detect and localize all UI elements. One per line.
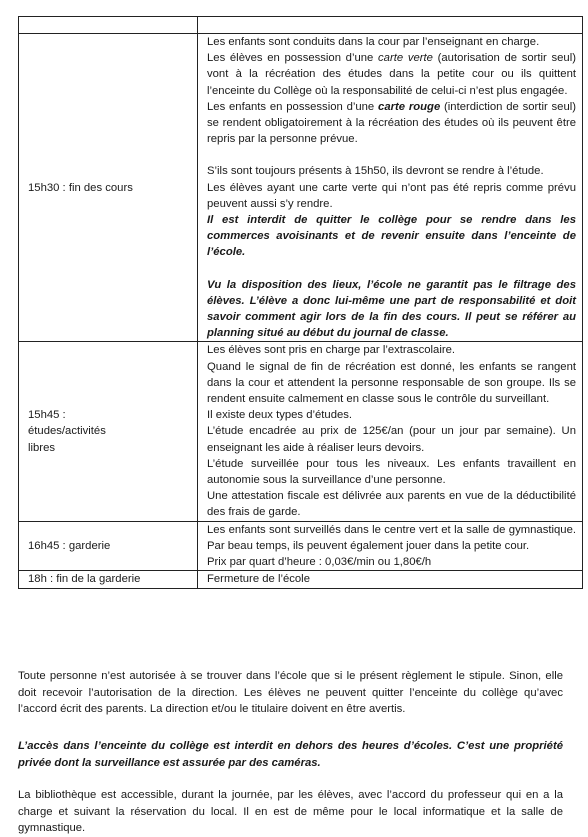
access-rules-paragraph	[18, 668, 563, 718]
text-segment: Les enfants en possession d’une	[207, 100, 379, 113]
table-row	[19, 34, 583, 342]
description-cell	[198, 342, 583, 521]
cell-paragraph	[207, 50, 576, 99]
time-cell: 15h45 : études/activités libres	[19, 342, 198, 521]
description-cell	[198, 521, 583, 571]
table-row	[19, 521, 583, 571]
header-cell-desc	[198, 17, 583, 34]
header-row	[19, 17, 583, 34]
description-cell	[198, 571, 583, 588]
cell-paragraph	[207, 359, 576, 408]
emphasis-segment: Il est interdit de quitter le collège pour se rendre dans les commerces avoisinants et de revenir ensuite dans l’enceinte de l’école.	[207, 214, 576, 259]
text-segment: L’étude encadrée au prix de 125€/an (pour un jour par semaine). Un enseignant les aide à réaliser leurs devoirs.	[207, 425, 576, 454]
time-cell: 16h45 : garderie	[19, 521, 198, 571]
text-segment: S’ils sont toujours présents à 15h50, ils devront se rendre à l’étude.	[207, 165, 544, 178]
text-segment: Les élèves ayant une carte verte qui n’ont pas été repris comme prévu peuvent aussi s’y rendre.	[207, 181, 576, 210]
header-cell-time	[19, 17, 198, 34]
cell-paragraph	[207, 456, 576, 488]
text-segment: (interdiction de sortir seul) se rendent obligatoirement à la récréation des études où ils peuvent être repris par la personne prévue.	[207, 100, 576, 146]
text-segment: Une attestation fiscale est délivrée aux parents en vue de la déductibilité des frais de garde.	[207, 490, 576, 519]
cell-paragraph	[207, 163, 576, 179]
cell-paragraph	[207, 212, 576, 261]
cell-paragraph	[207, 99, 576, 148]
text-segment: L’étude surveillée pour tous les niveaux. Les enfants travaillent en autonomie sous la surveillance d’une personne.	[207, 457, 576, 487]
text-segment: Prix par quart d’heure : 0,03€/min ou 1,80€/h	[207, 556, 432, 569]
text-segment: (autorisation de sortir seul) vont à la récréation des études dans la petite cour ou ils quittent l’enceinte du Collège où la responsabilité de celui-ci n’est plus engagée.	[207, 52, 576, 97]
text-segment: Les élèves en possession d’une	[207, 52, 379, 65]
cell-paragraph	[207, 554, 576, 570]
text-segment: Les élèves sont pris en charge par l’extrascolaire.	[207, 344, 456, 357]
cell-paragraph	[207, 34, 576, 50]
cell-paragraph	[207, 522, 576, 554]
paragraph-text: La bibliothèque est accessible, durant la journée, par les élèves, avec l’accord du professeur qui en a la charge et suivant la réservation du local. Il en est de même pour le local informatique et la salle de gymnastique.	[18, 789, 563, 835]
table-row	[19, 571, 583, 588]
text-segment: Quand le signal de fin de récréation est donné, les enfants se rangent dans la cour et attendent la personne responsable de son groupe. Ils se rendent ensuite calmement en classe sous le contrôle du surveillant.	[207, 360, 576, 406]
paragraph-text: L’accès dans l’enceinte du collège est interdit en dehors des heures d’écoles. C’est une propriété privée dont la surveillance est assurée par des caméras.	[18, 740, 563, 769]
emphasis-segment: carte verte	[378, 52, 433, 65]
cell-paragraph	[207, 571, 576, 587]
cell-paragraph	[207, 488, 576, 520]
cell-paragraph	[207, 342, 576, 358]
private-property-notice	[18, 738, 563, 771]
cell-paragraph	[207, 407, 576, 423]
text-segment: Les enfants sont surveillés dans le centre vert et la salle de gymnastique. Par beau temps, ils peuvent également jouer dans la petite cour.	[207, 523, 576, 552]
emphasis-segment: Vu la disposition des lieux, l’école ne garantit pas le filtrage des élèves. L’élève a donc lui-même une part de responsabilité et doit savoir comment agir lors de la fin des cours. Il peut se référer au planning situé au début du journal de classe.	[207, 278, 576, 340]
description-cell	[198, 34, 583, 342]
time-cell: 18h : fin de la garderie	[19, 571, 198, 588]
table-row	[19, 342, 583, 521]
text-segment: Les enfants sont conduits dans la cour par l’enseignant en charge.	[207, 36, 540, 48]
cell-paragraph	[207, 277, 576, 342]
cell-paragraph	[207, 180, 576, 212]
cell-paragraph	[207, 423, 576, 455]
schedule-table	[18, 16, 583, 589]
time-cell: 15h30 : fin des cours	[19, 34, 198, 342]
text-segment: Fermeture de l’école	[207, 573, 310, 586]
library-access-paragraph	[18, 787, 563, 837]
paragraph-text: Toute personne n’est autorisée à se trouver dans l’école que si le présent règlement le stipule. Sinon, elle doit recevoir l’autorisation de la direction. Les élèves ne peuvent quitter l’enceinte du collège qu’avec l’accord écrit des parents. La direction et/ou le titulaire doivent en être avertis.	[18, 670, 563, 716]
text-segment: Il existe deux types d’études.	[207, 409, 353, 422]
emphasis-segment: carte rouge	[378, 100, 441, 113]
